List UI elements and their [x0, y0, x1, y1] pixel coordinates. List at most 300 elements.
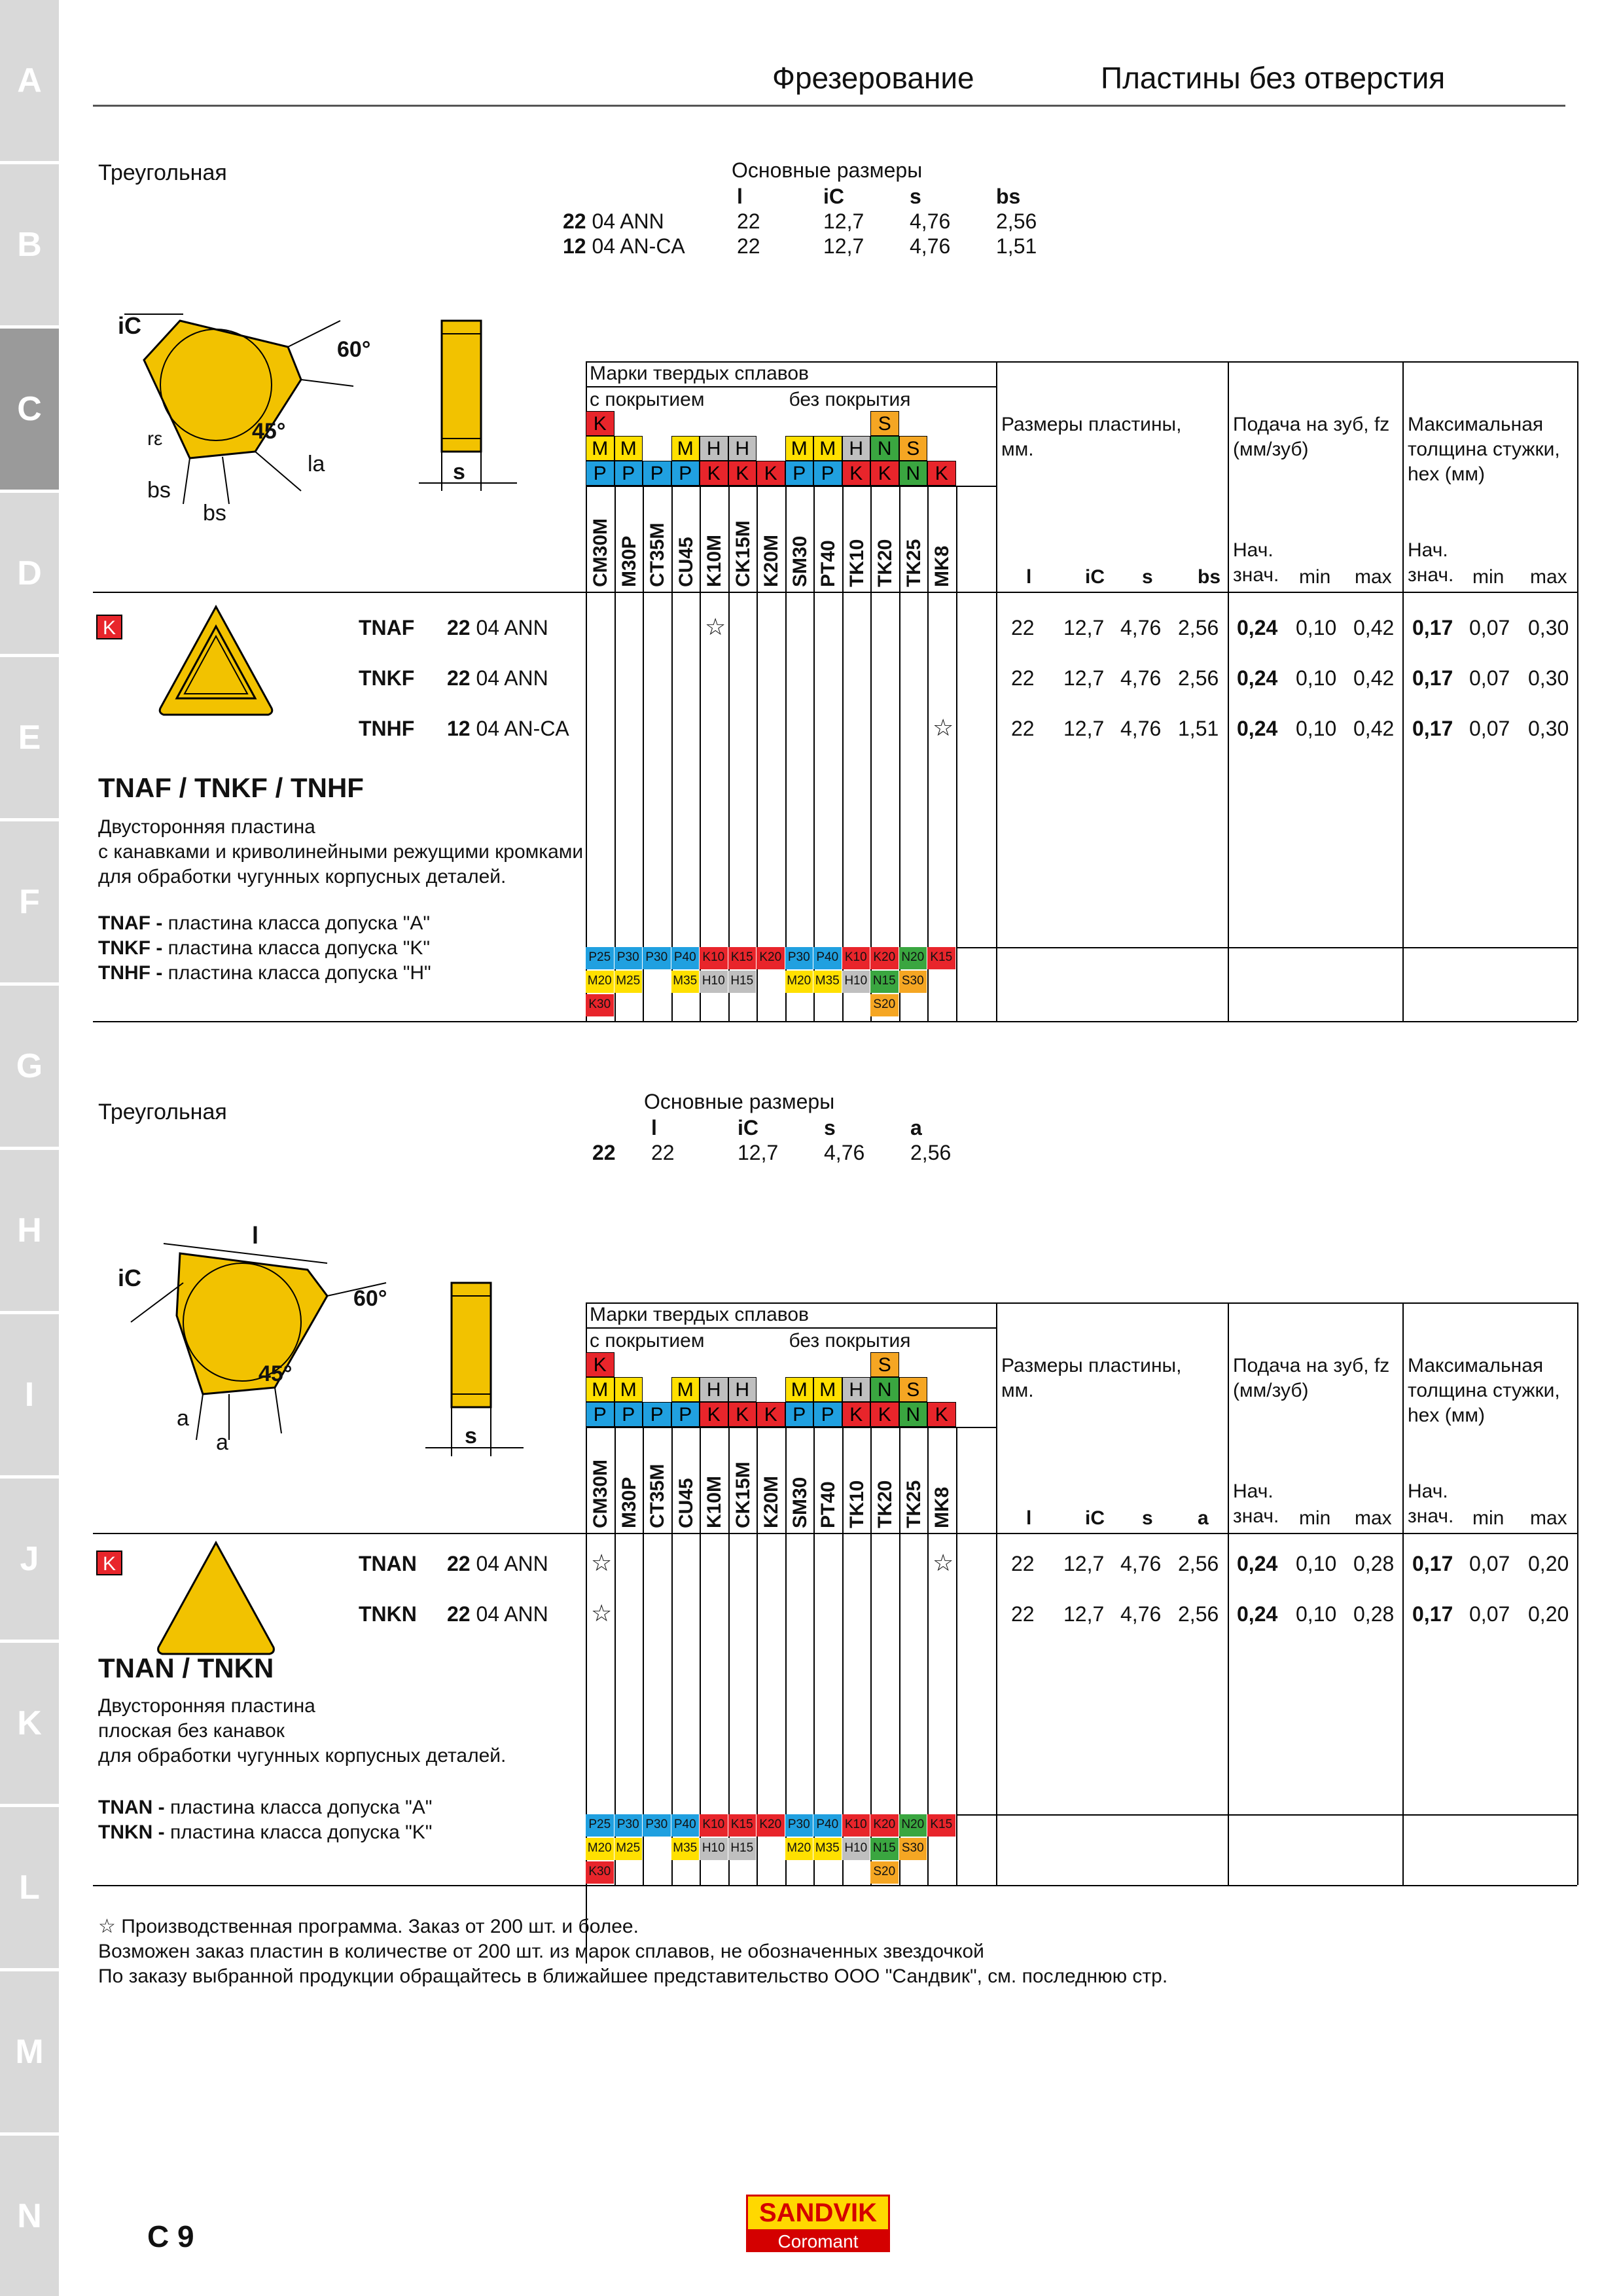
- iso-cell-M: M: [615, 1377, 643, 1402]
- row-feed-start: 0,24: [1237, 1552, 1278, 1575]
- iso-cell-P: P: [785, 1402, 814, 1427]
- grade-col-line: [700, 486, 701, 1021]
- grade-name-mk8: MK8: [931, 545, 953, 587]
- logo-brand: SANDVIK: [748, 2197, 888, 2231]
- footnotes: [98, 1914, 1167, 1989]
- iso-cell-H: H: [700, 436, 728, 461]
- grade-col-line: [785, 486, 787, 1021]
- iso-cell-K: K: [700, 461, 728, 486]
- grade-name-sm30: SM30: [789, 1477, 811, 1528]
- iso-cell-K: K: [927, 461, 956, 486]
- app-code-m35: M35: [813, 1838, 842, 1860]
- svg-text:a: a: [177, 1406, 189, 1431]
- description-line: Двусторонняя пластина: [98, 1695, 315, 1717]
- app-code-m25: M25: [615, 971, 643, 993]
- app-code-p40: P40: [671, 947, 700, 969]
- row-hex-min: 0,07: [1469, 1602, 1510, 1626]
- row-size-value: 12,7: [1063, 1552, 1105, 1575]
- dims-value: 22: [737, 234, 760, 258]
- size-col-s: s: [1142, 1507, 1153, 1529]
- grid-line: [586, 386, 996, 387]
- app-code-h10: H10: [700, 971, 728, 993]
- section-divider: [1402, 1302, 1404, 1885]
- app-code-s30: S30: [899, 971, 928, 993]
- header-rule: [93, 105, 1565, 107]
- grid-line: [586, 486, 996, 487]
- dims-col-iC: iC: [823, 185, 844, 208]
- app-code-p40: P40: [671, 1814, 700, 1837]
- row-feed-start: 0,24: [1237, 1602, 1278, 1626]
- row-feed-min: 0,10: [1296, 1552, 1337, 1575]
- size-col-iC: iC: [1085, 566, 1105, 588]
- grade-name-k10m: K10M: [704, 534, 725, 587]
- dims-col-a: a: [910, 1116, 922, 1139]
- grid-header-bottom: [93, 592, 1577, 593]
- row-size-value: 12,7: [1063, 717, 1105, 740]
- grid-line: [586, 1427, 996, 1428]
- description-line: Двусторонняя пластина: [98, 816, 315, 838]
- hex-max: max: [1530, 566, 1567, 588]
- app-code-k10: K10: [842, 1814, 871, 1837]
- grade-col-line: [956, 1427, 957, 1885]
- tolerance-class-line: TNHF - пластина класса допуска "H": [98, 962, 431, 984]
- svg-text:l: l: [252, 1222, 259, 1249]
- side-tab-d: D: [0, 493, 59, 654]
- app-code-k30: K30: [586, 994, 615, 1016]
- grade-col-line: [927, 486, 929, 1021]
- app-code-p30: P30: [615, 947, 643, 969]
- grade-name-tk25: TK25: [902, 1480, 925, 1528]
- grade-name-k10m: K10M: [704, 1475, 725, 1528]
- row-code: 22 04 ANN: [447, 1552, 548, 1575]
- feed-start: Нач. знач.: [1233, 539, 1279, 586]
- feed-header: Подача на зуб, fz (мм/зуб): [1233, 1355, 1390, 1401]
- iso-cell-M: M: [813, 436, 842, 461]
- iso-cell-H: H: [728, 436, 757, 461]
- dims-row-code: 12 04 AN-CA: [563, 234, 685, 258]
- app-code-m20: M20: [785, 971, 814, 993]
- iso-cell-P: P: [643, 1402, 671, 1427]
- row-hex-start: 0,17: [1412, 616, 1453, 639]
- iso-cell-P: P: [643, 461, 671, 486]
- app-code-p25: P25: [586, 1814, 615, 1837]
- app-code-m35: M35: [671, 971, 700, 993]
- iso-cell-N: N: [899, 1402, 928, 1427]
- row-hex-min: 0,07: [1469, 717, 1510, 740]
- side-tabs: [0, 0, 59, 2296]
- size-col-iC: iC: [1085, 1507, 1105, 1529]
- grade-col-line: [643, 486, 644, 1021]
- dims-value: 2,56: [910, 1141, 952, 1164]
- row-size-value: 2,56: [1178, 666, 1219, 690]
- feed-max: max: [1355, 1507, 1392, 1529]
- iso-cell-K: K: [870, 1402, 899, 1427]
- grade-name-mk8: MK8: [931, 1486, 953, 1528]
- description-line: Возможен заказ пластин в количестве от 200 шт. из марок сплавов, не обозначенных звездочкой: [98, 1941, 984, 1962]
- iso-cell-M: M: [671, 436, 700, 461]
- iso-cell-M: M: [785, 1377, 814, 1402]
- side-tab-b: B: [0, 164, 59, 325]
- iso-cell-K: K: [757, 461, 785, 486]
- section2-description: [98, 1694, 506, 1768]
- iso-cell-P: P: [785, 461, 814, 486]
- grade-col-line: [615, 486, 616, 1021]
- side-tab-f: F: [0, 821, 59, 982]
- iso-cell-K: K: [700, 1402, 728, 1427]
- hex-start: Нач. знач.: [1408, 539, 1454, 586]
- grid-line: [586, 1327, 996, 1329]
- side-tab-a: A: [0, 0, 59, 161]
- grade-name-pt40: PT40: [817, 1481, 839, 1528]
- app-code-s20: S20: [870, 1861, 899, 1884]
- grid-bottom-line: [93, 1021, 1577, 1022]
- app-code-m20: M20: [586, 1838, 615, 1860]
- row-hex-max: 0,30: [1528, 616, 1569, 639]
- app-code-p25: P25: [586, 947, 615, 969]
- grid-top-line-right: [996, 361, 1577, 363]
- sandvik-logo: [746, 2195, 890, 2252]
- description-line: ☆ Производственная программа. Заказ от 200 шт. и более.: [98, 1916, 639, 1937]
- side-tab-j: J: [0, 1479, 59, 1640]
- side-tab-k: K: [0, 1643, 59, 1804]
- row-hex-min: 0,07: [1469, 616, 1510, 639]
- row-code: 22 04 ANN: [447, 1602, 548, 1626]
- row-feed-max: 0,28: [1353, 1602, 1395, 1626]
- iso-cell-H: H: [842, 1377, 871, 1402]
- iso-cell-S: S: [899, 436, 928, 461]
- app-code-k10: K10: [700, 1814, 728, 1837]
- row-size-value: 4,76: [1120, 616, 1162, 639]
- logo-sub: Coromant: [748, 2231, 888, 2252]
- iso-cell-P: P: [615, 461, 643, 486]
- iso-cell-P: P: [671, 461, 700, 486]
- grade-name-tk20: TK20: [874, 1480, 896, 1528]
- grade-name-k20m: K20M: [760, 534, 782, 587]
- iso-cell-P: P: [586, 461, 615, 486]
- dims-value: 12,7: [738, 1141, 779, 1164]
- grade-col-line: [813, 486, 815, 1021]
- section1-tolerance-classes: [98, 911, 431, 986]
- row-feed-min: 0,10: [1296, 1602, 1337, 1626]
- size-header: Размеры пластины, мм.: [1001, 1355, 1182, 1401]
- section-divider: [996, 361, 997, 1021]
- grid-right-line: [1577, 1302, 1578, 1885]
- uncoated-label: без покрытия: [789, 389, 911, 410]
- feed-min: min: [1299, 1507, 1331, 1529]
- section1-description: [98, 815, 583, 889]
- side-tab-i: I: [0, 1314, 59, 1475]
- app-code-m35: M35: [671, 1838, 700, 1860]
- description-line: плоская без канавок: [98, 1720, 285, 1742]
- row-hex-max: 0,20: [1528, 1602, 1569, 1626]
- production-star: ☆: [933, 1549, 954, 1576]
- app-code-s20: S20: [870, 994, 899, 1016]
- app-code-h15: H15: [728, 971, 757, 993]
- dims-value: 12,7: [823, 209, 864, 233]
- row-name: TNAN: [359, 1552, 417, 1575]
- grade-col-line: [842, 486, 844, 1021]
- section1-shape-title: Треугольная: [98, 160, 227, 185]
- app-code-h10: H10: [700, 1838, 728, 1860]
- grade-name-m30p: M30P: [618, 1477, 640, 1528]
- header-subcategory: Пластины без отверстия: [1101, 61, 1446, 95]
- row-hex-start: 0,17: [1412, 1552, 1453, 1575]
- grade-name-ct35m: CT35M: [647, 522, 668, 587]
- grade-col-line: [757, 486, 758, 1021]
- grade-name-k20m: K20M: [760, 1475, 782, 1528]
- tolerance-class-line: TNKN - пластина класса допуска "K": [98, 1821, 433, 1843]
- grade-name-pt40: PT40: [817, 540, 839, 587]
- app-code-n15: N15: [870, 1838, 899, 1860]
- row-size-value: 1,51: [1178, 717, 1219, 740]
- insert-side-view-1: [419, 314, 524, 497]
- iso-cell-P: P: [615, 1402, 643, 1427]
- row-hex-start: 0,17: [1412, 717, 1453, 740]
- row-hex-start: 0,17: [1412, 666, 1453, 690]
- row-size-value: 22: [1011, 616, 1035, 639]
- row-code: 22 04 ANN: [447, 666, 548, 690]
- grade-col-line: [728, 486, 730, 1021]
- insert-diagram-1: [105, 308, 380, 524]
- section2-shape-title: Треугольная: [98, 1100, 227, 1124]
- row-feed-min: 0,10: [1296, 616, 1337, 639]
- row-feed-start: 0,24: [1237, 616, 1278, 639]
- size-col-l: l: [1026, 1507, 1032, 1529]
- row-code: 12 04 AN-CA: [447, 717, 569, 740]
- app-code-h10: H10: [842, 971, 871, 993]
- dims-value: 22: [651, 1141, 675, 1164]
- iso-cell-K: K: [586, 411, 615, 436]
- row-size-value: 2,56: [1178, 616, 1219, 639]
- size-col-a: a: [1198, 1507, 1209, 1529]
- iso-cell-K: K: [728, 461, 757, 486]
- svg-text:a: a: [216, 1430, 228, 1455]
- iso-cell-S: S: [870, 411, 899, 436]
- row-size-value: 22: [1011, 666, 1035, 690]
- side-tab-h: H: [0, 1150, 59, 1311]
- row-size-value: 12,7: [1063, 616, 1105, 639]
- app-code-h10: H10: [842, 1838, 871, 1860]
- app-code-m25: M25: [615, 1838, 643, 1860]
- app-code-k15: K15: [728, 947, 757, 969]
- row-name: TNHF: [359, 717, 415, 740]
- grid-top-line-right: [996, 1302, 1577, 1304]
- section-divider: [996, 1302, 997, 1885]
- row-feed-max: 0,42: [1353, 666, 1395, 690]
- row-hex-min: 0,07: [1469, 1552, 1510, 1575]
- svg-text:s: s: [465, 1424, 477, 1448]
- row-size-value: 22: [1011, 1552, 1035, 1575]
- grades-title: Марки твердых сплавов: [590, 1304, 809, 1325]
- feed-max: max: [1355, 566, 1392, 588]
- hex-max: max: [1530, 1507, 1567, 1529]
- feed-min: min: [1299, 566, 1331, 588]
- iso-cell-P: P: [813, 1402, 842, 1427]
- feed-start: Нач. знач.: [1233, 1480, 1279, 1527]
- hex-header: Максимальная толщина стужки, hex (мм): [1408, 1355, 1560, 1426]
- tolerance-class-line: TNAN - пластина класса допуска "A": [98, 1797, 433, 1818]
- iso-cell-H: H: [700, 1377, 728, 1402]
- row-size-value: 4,76: [1120, 1552, 1162, 1575]
- row-size-value: 22: [1011, 1602, 1035, 1626]
- app-code-p30: P30: [785, 1814, 814, 1837]
- dims-value: 4,76: [910, 209, 951, 233]
- grade-col-line: [899, 486, 900, 1021]
- row-feed-min: 0,10: [1296, 717, 1337, 740]
- dims-col-l: l: [737, 185, 743, 208]
- grade-name-cm30m: CM30M: [590, 1459, 611, 1528]
- dims-col-bs: bs: [996, 185, 1021, 208]
- row-hex-start: 0,17: [1412, 1602, 1453, 1626]
- row-hex-max: 0,30: [1528, 717, 1569, 740]
- grade-name-ck15m: CK15M: [732, 520, 754, 587]
- insert-diagram-2: [111, 1217, 412, 1466]
- side-tab-l: L: [0, 1807, 59, 1968]
- app-code-m20: M20: [785, 1838, 814, 1860]
- row-hex-max: 0,20: [1528, 1552, 1569, 1575]
- row-size-value: 4,76: [1120, 1602, 1162, 1626]
- header-category: Фрезерование: [772, 61, 974, 95]
- iso-cell-N: N: [870, 436, 899, 461]
- svg-text:bs: bs: [203, 501, 226, 524]
- description-line: для обработки чугунных корпусных деталей.: [98, 866, 507, 888]
- app-code-k20: K20: [757, 1814, 785, 1837]
- iso-cell-K: K: [757, 1402, 785, 1427]
- size-col-s: s: [1142, 566, 1153, 588]
- grid-header-bottom: [93, 1533, 1577, 1534]
- app-code-k10: K10: [842, 947, 871, 969]
- row-size-value: 2,56: [1178, 1602, 1219, 1626]
- app-code-k30: K30: [586, 1861, 615, 1884]
- iso-cell-M: M: [586, 436, 615, 461]
- app-code-k20: K20: [757, 947, 785, 969]
- app-code-p30: P30: [785, 947, 814, 969]
- iso-cell-M: M: [785, 436, 814, 461]
- iso-cell-M: M: [813, 1377, 842, 1402]
- uncoated-label: без покрытия: [789, 1330, 911, 1352]
- app-code-m35: M35: [813, 971, 842, 993]
- app-code-k10: K10: [700, 947, 728, 969]
- section2-tolerance-classes: [98, 1795, 432, 1845]
- grade-col-line: [956, 486, 957, 1021]
- iso-cell-H: H: [728, 1377, 757, 1402]
- app-code-p40: P40: [813, 1814, 842, 1837]
- row-name: TNKN: [359, 1602, 417, 1626]
- iso-cell-M: M: [671, 1377, 700, 1402]
- app-code-n15: N15: [870, 971, 899, 993]
- iso-cell-N: N: [870, 1377, 899, 1402]
- grid-bottom-line: [93, 1885, 1577, 1886]
- hex-min: min: [1472, 1507, 1505, 1529]
- row-feed-max: 0,28: [1353, 1552, 1395, 1575]
- production-star: ☆: [591, 1549, 613, 1576]
- production-star: ☆: [705, 613, 726, 640]
- dims-col-s: s: [910, 185, 921, 208]
- row-feed-max: 0,42: [1353, 717, 1395, 740]
- svg-text:la: la: [308, 452, 325, 476]
- hex-start: Нач. знач.: [1408, 1480, 1454, 1527]
- svg-text:bs: bs: [147, 478, 171, 503]
- iso-cell-K: K: [842, 1402, 871, 1427]
- side-tab-c: C: [0, 329, 59, 490]
- hex-header: Максимальная толщина стужки, hex (мм): [1408, 414, 1560, 485]
- grade-name-m30p: M30P: [618, 535, 640, 587]
- iso-cell-M: M: [586, 1377, 615, 1402]
- iso-cell-P: P: [813, 461, 842, 486]
- grade-name-sm30: SM30: [789, 535, 811, 587]
- section2-dims-title: Основные размеры: [644, 1090, 835, 1113]
- insert-top-view: [151, 600, 281, 725]
- svg-text:45°: 45°: [258, 1361, 293, 1386]
- grade-name-cu45: CU45: [675, 1478, 697, 1528]
- app-code-p30: P30: [643, 1814, 671, 1837]
- row-size-value: 4,76: [1120, 666, 1162, 690]
- grade-col-line: [671, 486, 673, 1021]
- grade-name-tk10: TK10: [846, 1480, 868, 1528]
- dims-value: 4,76: [824, 1141, 865, 1164]
- side-tab-e: E: [0, 657, 59, 818]
- insert-side-view-2: [425, 1276, 530, 1466]
- coated-label: с покрытием: [590, 389, 705, 410]
- production-star: ☆: [933, 714, 954, 741]
- app-code-p30: P30: [643, 947, 671, 969]
- iso-cell-P: P: [586, 1402, 615, 1427]
- side-tab-g: G: [0, 986, 59, 1147]
- iso-cell-M: M: [615, 436, 643, 461]
- iso-cell-K: K: [927, 1402, 956, 1427]
- row-size-value: 12,7: [1063, 666, 1105, 690]
- section-divider: [1228, 361, 1229, 1021]
- coated-label: с покрытием: [590, 1330, 705, 1352]
- iso-cell-K: K: [586, 1352, 615, 1377]
- tolerance-class-line: TNAF - пластина класса допуска "A": [98, 912, 431, 934]
- insert-top-view: [151, 1536, 281, 1660]
- row-feed-min: 0,10: [1296, 666, 1337, 690]
- svg-text:rε: rε: [147, 428, 163, 450]
- row-hex-max: 0,30: [1528, 666, 1569, 690]
- app-code-m20: M20: [586, 971, 615, 993]
- dims-col-iC: iC: [738, 1116, 758, 1139]
- row-feed-start: 0,24: [1237, 666, 1278, 690]
- grade-name-tk20: TK20: [874, 539, 896, 587]
- row-size-value: 22: [1011, 717, 1035, 740]
- app-code-s30: S30: [899, 1838, 928, 1860]
- dims-value: 1,51: [996, 234, 1037, 258]
- app-code-p30: P30: [615, 1814, 643, 1837]
- app-code-k20: K20: [870, 947, 899, 969]
- description-line: с канавками и криволинейными режущими кромками: [98, 841, 584, 863]
- size-col-l: l: [1026, 566, 1032, 588]
- row-size-value: 12,7: [1063, 1602, 1105, 1626]
- grade-name-tk25: TK25: [902, 539, 925, 587]
- dims-value: 22: [737, 209, 760, 233]
- row-code: 22 04 ANN: [447, 616, 548, 639]
- grade-col-line: [870, 486, 872, 1021]
- row-feed-max: 0,42: [1353, 616, 1395, 639]
- dims-row-code: 22: [592, 1141, 616, 1164]
- grade-name-ct35m: CT35M: [647, 1463, 668, 1528]
- description-line: По заказу выбранной продукции обращайтесь в ближайшее представительство ООО "Сандвик", см. последнюю стр.: [98, 1965, 1168, 1987]
- material-k-badge: K: [96, 615, 122, 639]
- row-name: TNKF: [359, 666, 415, 690]
- size-col-bs: bs: [1198, 566, 1221, 588]
- grid-right-line: [1577, 361, 1578, 1021]
- description-line: для обработки чугунных корпусных деталей.: [98, 1745, 507, 1767]
- section1-dims-title: Основные размеры: [732, 158, 923, 182]
- row-name: TNAF: [359, 616, 415, 639]
- svg-text:iC: iC: [118, 312, 141, 339]
- row-size-value: 4,76: [1120, 717, 1162, 740]
